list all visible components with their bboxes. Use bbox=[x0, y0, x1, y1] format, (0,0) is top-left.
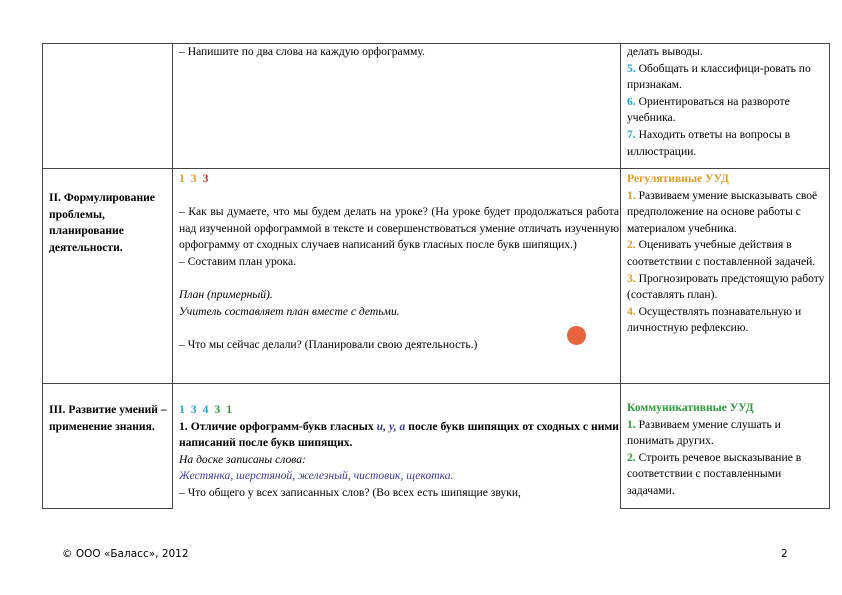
row-divider bbox=[42, 168, 830, 169]
skill-item: 5. Обобщать и классифици-ровать по признакам. bbox=[627, 61, 811, 92]
copyright-footer: © ООО «Баласс», 2012 bbox=[62, 548, 189, 560]
skill-item: 3. Прогнозировать предстоящую работу (составлять план). bbox=[627, 271, 825, 302]
row1-task bbox=[179, 44, 619, 61]
skill-item: 1. Развиваем умение высказывать своё предположение на основе работы с материалом учебника. bbox=[627, 188, 818, 235]
row-divider bbox=[42, 383, 830, 384]
exercise-heading: 1. Отличие орфограмм-букв гласных и, у, а после букв шипящих от сходных с ними написаний после букв шипящих. bbox=[179, 419, 619, 450]
table-border-right bbox=[829, 43, 830, 509]
question-text: – Как вы думаете, что мы будем делать на уроке? (На уроке будет продолжаться работа над изученной орфограммой в тексте и совершенствоваться умение отличать изученную орфограмму от сходных случаев написаний букв гласных после букв шипящих.) bbox=[179, 205, 619, 252]
skill-item: 6. Ориентироваться на развороте учебника. bbox=[627, 94, 790, 125]
table-border-bottom bbox=[42, 508, 172, 509]
skill-item: 7. Находить ответы на вопросы в иллюстрации. bbox=[627, 127, 791, 158]
row1-skills bbox=[627, 44, 827, 160]
task-digits: 1 3 3 bbox=[179, 172, 209, 185]
task-digits: 1 3 4 3 1 bbox=[179, 403, 232, 416]
column-divider bbox=[172, 43, 173, 509]
question-text: – Что общего у всех записанных слов? (Во всех есть шипящие звуки, bbox=[179, 485, 521, 499]
question-text: – Что мы сейчас делали? (Планировали свою деятельность.) bbox=[179, 337, 478, 351]
skill-item: 4. Осуществлять познавательную и личностную рефлексию. bbox=[627, 304, 802, 335]
table-border-left bbox=[42, 43, 43, 509]
stage-title: III. Развитие умений – применение знания. bbox=[49, 403, 167, 433]
board-words: Жестянка, шерстяной, железный, чистовик, щекотка. bbox=[179, 469, 454, 483]
task-text: – Напишите по два слова на каждую орфограмму. bbox=[179, 45, 425, 58]
plan-label: План (примерный). bbox=[179, 288, 273, 302]
table-border-bottom bbox=[620, 508, 830, 509]
skill-item: 2. Оценивать учебные действия в соответствии с поставленной задачей. bbox=[627, 238, 816, 268]
uud-title: Коммуникативные УУД bbox=[627, 401, 754, 414]
plan-note: Учитель составляет план вместе с детьми. bbox=[179, 304, 400, 318]
row3-stage bbox=[49, 402, 171, 435]
row2-content bbox=[179, 171, 619, 354]
skill-item: 1. Развиваем умение слушать и понимать других. bbox=[627, 417, 781, 448]
uud-title: Регулятивные УУД bbox=[627, 172, 729, 185]
stage-title: II. Формулирование проблемы, планирование деятельности. bbox=[49, 191, 155, 254]
board-note: На доске записаны слова: bbox=[179, 452, 306, 466]
skill-item: делать выводы. bbox=[627, 45, 703, 58]
skill-item: 2. Строить речевое высказывание в соответствии с поставленными задачами. bbox=[627, 450, 802, 497]
pointer-marker bbox=[567, 326, 586, 345]
row2-stage bbox=[49, 190, 171, 256]
row2-skills bbox=[627, 171, 827, 337]
column-divider bbox=[620, 43, 621, 509]
row3-content bbox=[179, 402, 619, 502]
page-number: 2 bbox=[781, 548, 788, 560]
row3-skills bbox=[627, 400, 827, 500]
question-text: – Составим план урока. bbox=[179, 254, 297, 268]
